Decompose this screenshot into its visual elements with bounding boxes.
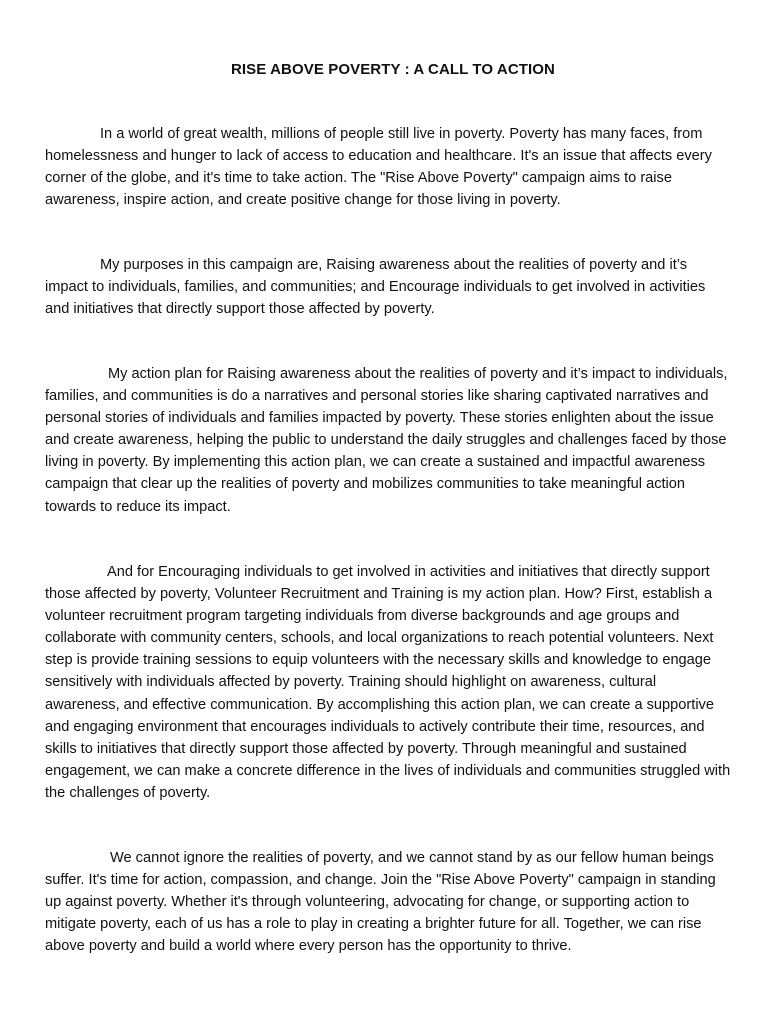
paragraph-purposes: My purposes in this campaign are, Raising awareness about the realities of poverty and it’s impact to individuals, families, and communities; and Encourage individuals to get involved in activities and initiatives that directly support those affected by poverty. bbox=[45, 257, 706, 318]
paragraph-volunteer-action-plan: And for Encouraging individuals to get involved in activities and initiatives that directly support those affected by poverty, Volunteer Recruitment and Training is my action plan. How? First, establish a volunteer recruitment program targeting individuals from diverse backgrounds and age groups and collaborate with community centers, schools, and local organizations to reach potential volunteers. Next step is provide training sessions to equip volunteers with the necessary skills and knowledge to engage sensitively with individuals affected by poverty. Training should highlight on awareness, cultural awareness, and effective communication. By accomplishing this action plan, we can create a supportive and engaging environment that encourages individuals to actively contribute their time, resources, and skills to initiatives that directly support those affected by poverty. Through meaningful and sustained engagement, we can make a concrete difference in the lives of individuals and communities struggled with the challenges of poverty. bbox=[45, 564, 731, 801]
document-title: RISE ABOVE POVERTY : A CALL TO ACTION bbox=[230, 61, 555, 78]
paragraph-introduction: In a world of great wealth, millions of people still live in poverty. Poverty has many faces, from homelessness and hunger to lack of access to education and healthcare. It's an issue that affects every corner of the globe, and it's time to take action. The "Rise Above Poverty" campaign aims to raise awareness, inspire action, and create positive change for those living in poverty. bbox=[45, 126, 712, 209]
paragraph-awareness-action-plan: My action plan for Raising awareness about the realities of poverty and it’s impact to individuals, families, and communities is do a narratives and personal stories like sharing captivated narratives and personal stories of individuals and families impacted by poverty. These stories enlighten about the issue and create awareness, helping the public to understand the daily struggles and challenges faced by those living in poverty. By implementing this action plan, we can create a sustained and impactful awareness campaign that clear up the realities of poverty and mobilizes communities to take meaningful action towards to reduce its impact. bbox=[45, 366, 728, 515]
paragraph-conclusion: We cannot ignore the realities of poverty, and we cannot stand by as our fellow human beings suffer. It's time for action, compassion, and change. Join the "Rise Above Poverty" campaign in standing up against poverty. Whether it's through volunteering, advocating for change, or supporting action to mitigate poverty, each of us has a role to play in creating a brighter future for all. Together, we can rise above poverty and build a world where every person has the opportunity to thrive. bbox=[45, 850, 716, 955]
